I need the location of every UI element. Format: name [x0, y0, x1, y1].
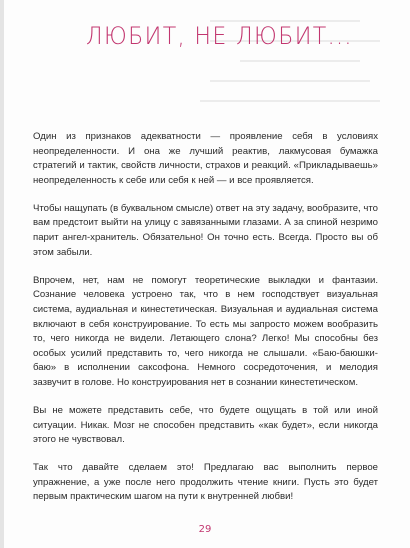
paragraph: Чтобы нащупать (в буквальном смысле) ответ на эту задачу, вообразите, что вам предстоит выйти на улицу с завязанными глазами. А за спиной незримо парит ангел-хранитель. Обязательно! Он точно есть. Всегда. Просто вы об этом забыли.	[33, 202, 379, 258]
page-number: 29	[198, 524, 212, 535]
paragraph: Так что давайте сделаем это! Предлагаю вас выполнить первое упражнение, а уже после него продолжить чтение книги. Пусть это будет первым практическим шагом на пути к внутренней любви!	[33, 462, 378, 503]
chapter-title: ЛЮБИТ, НЕ ЛЮБИТ...	[86, 22, 353, 50]
page-binding-edge	[0, 0, 4, 548]
show-through-line	[200, 100, 380, 102]
paragraph: Один из признаков адекватности — проявление себя в условиях неопределенности. И она же лучший реактив, лакмусовая бумажка стратегий и тактик, свойств личности, страхов и реакций. «Прикладываешь» неопределенность к себе или себя к ней — и все проявляется.	[33, 131, 378, 186]
show-through-line	[210, 80, 370, 82]
paragraph: Вы не можете представить себе, что будете ощущать в той или иной ситуации. Никак. Мозг не способен представить «как будет», если никогда этого не чувствовал.	[33, 405, 378, 446]
body-text	[33, 130, 378, 519]
paragraph: Впрочем, нет, нам не помогут теоретические выкладки и фантазии. Сознание человека устроено так, что в нем господствует визуальная система, аудиальная и кинестетическая. Визуальная и аудиальная система включают в себя конструирование. То есть мы запросто можем вообразить то, чего никогда не видели. Летающего слона? Легко! Мы способны без особых усилий представить то, чего никогда не слышали. «Баю-баюшки-баю» в исполнении саксофона. Немного сосредоточения, и мелодия зазвучит в голове. Но конструирования нет в сознании кинестетическом.	[33, 274, 378, 388]
show-through-line	[240, 60, 360, 62]
